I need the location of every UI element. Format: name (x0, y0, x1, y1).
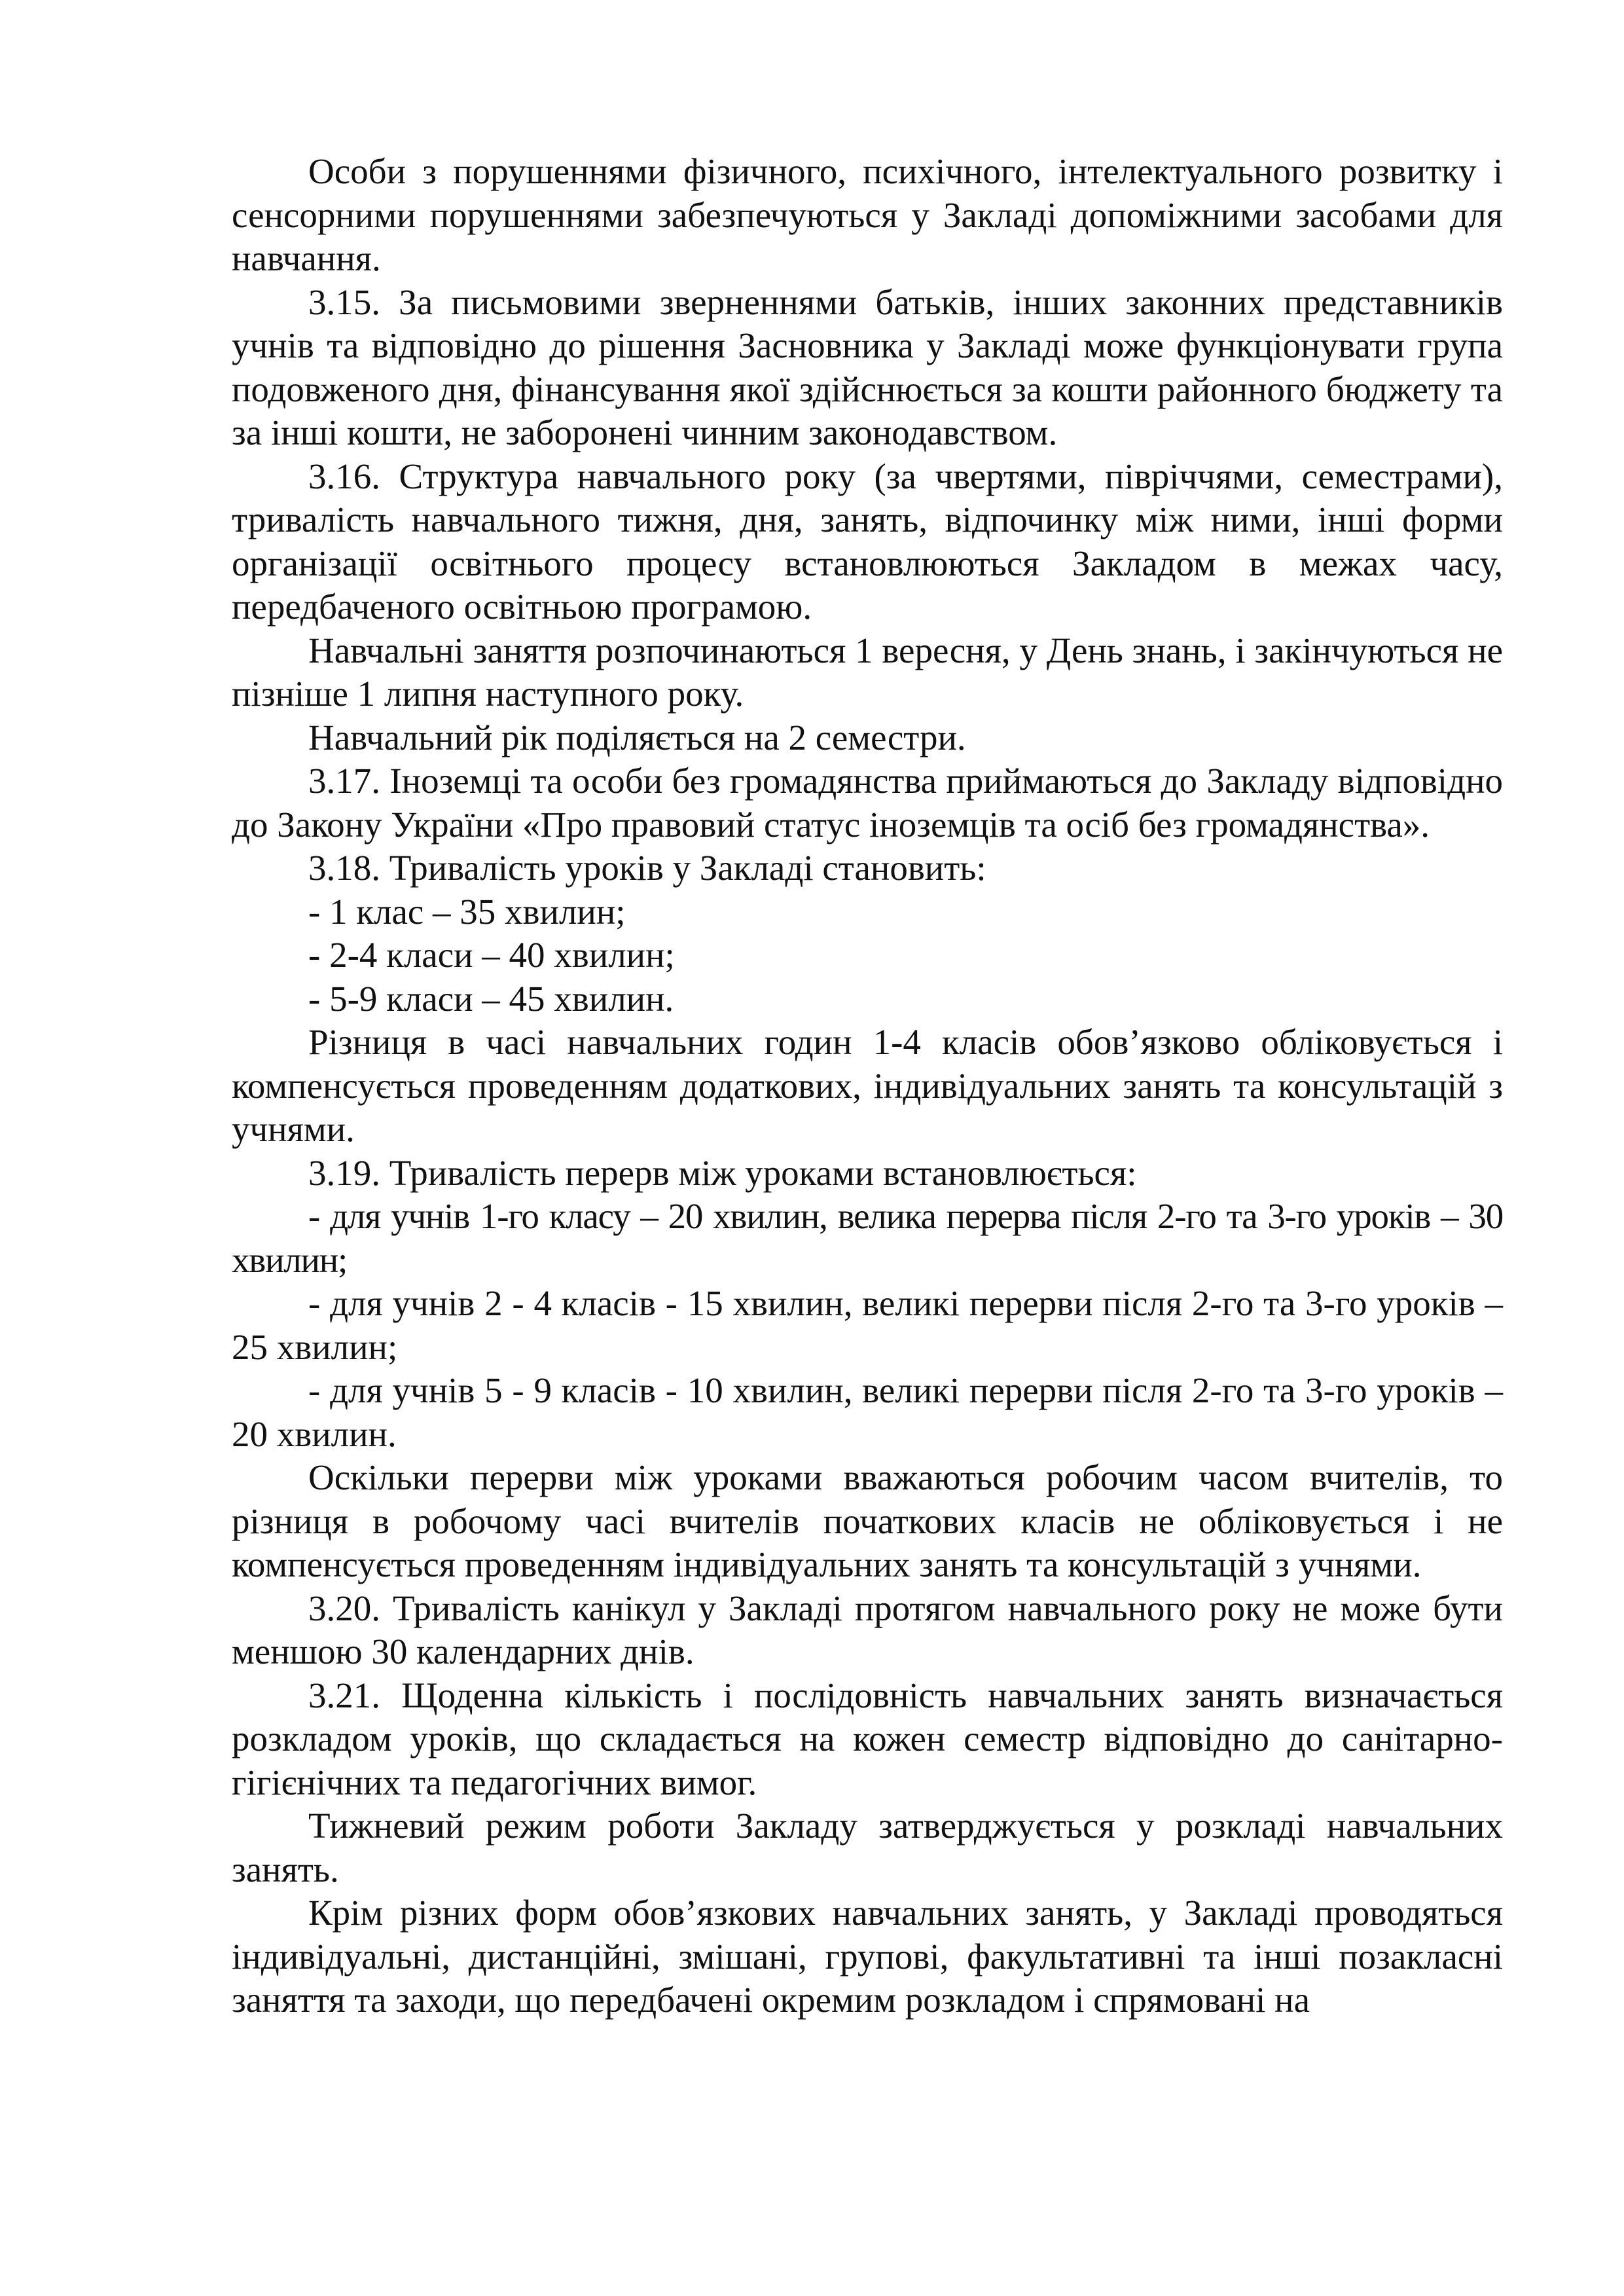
paragraph-hours-difference: Різниця в часі навчальних годин 1-4 класів обов’язково обліковується і компенсується проведенням додаткових, індивідуальних занять та консультацій з учнями. (232, 1022, 1503, 1149)
paragraph-extra-classes: Крім різних форм обов’язкових навчальних занять, у Закладі проводяться індивідуальні, дистанційні, змішані, групові, факультативні та інші позакласні заняття та заходи, що передбачені окремим розкладом і спрямовані на (232, 1893, 1503, 2020)
paragraph-weekly-schedule: Тижневий режим роботи Закладу затверджується у розкладі навчальних занять. (232, 1806, 1503, 1889)
list-item-breaks-grades-5-9: - для учнів 5 - 9 класів - 10 хвилин, великі перерви після 2-го та 3-го уроків – 20 хвилин. (232, 1370, 1503, 1454)
list-item-grades-2-4: - 2-4 класи – 40 хвилин; (308, 935, 675, 975)
document-body (232, 150, 1503, 2022)
list-item-breaks-grades-2-4: - для учнів 2 - 4 класів - 15 хвилин, великі перерви після 2-го та 3-го уроків – 25 хвилин; (232, 1283, 1503, 1367)
list-item-grade-1: - 1 клас – 35 хвилин; (308, 891, 626, 932)
list-item-breaks-grade-1: - для учнів 1-го класу – 20 хвилин, велика перерва після 2-го та 3-го уроків – 30 хвилин; (232, 1196, 1503, 1280)
paragraph-breaks-working-time: Оскільки перерви між уроками вважаються робочим часом вчителів, то різниця в робочому часі вчителів початкових класів не обліковується і не компенсується проведенням індивідуальних занять та консультацій з учнями. (232, 1457, 1503, 1584)
paragraph-3-21: 3.21. Щоденна кількість і послідовність навчальних занять визначається розкладом уроків, що складається на кожен семестр відповідно до санітарно-гігієнічних та педагогічних вимог. (232, 1675, 1503, 1802)
paragraph-3-15: 3.15. За письмовими зверненнями батьків, інших законних представників учнів та відповідно до рішення Засновника у Закладі може функціонувати група подовженого дня, фінансування якої здійснюється за кошти районного бюджету та за інші кошти, не заборонені чинним законодавством. (232, 282, 1503, 452)
paragraph-3-19: 3.19. Тривалість перерв між уроками встановлюється: (308, 1152, 1137, 1193)
paragraph-3-16: 3.16. Структура навчального року (за чвертями, півріччями, семестрами), тривалість навчального тижня, дня, занять, відпочинку між ними, інші форми організації освітнього процесу встановлюються Закладом в межах часу, передбаченого освітньою програмою. (232, 456, 1503, 627)
paragraph-semesters: Навчальний рік поділяється на 2 семестри. (308, 717, 966, 757)
list-item-grades-5-9: - 5-9 класи – 45 хвилин. (308, 978, 674, 1019)
paragraph-3-18: 3.18. Тривалість уроків у Закладі становить: (308, 848, 986, 888)
paragraph-3-17: 3.17. Іноземці та особи без громадянства приймаються до Закладу відповідно до Закону України «Про правовий статус іноземців та осіб без громадянства». (232, 761, 1503, 845)
paragraph-3-20: 3.20. Тривалість канікул у Закладі протягом навчального року не може бути меншою 30 календарних днів. (232, 1588, 1503, 1671)
paragraph-special-needs: Особи з порушеннями фізичного, психічного, інтелектуального розвитку і сенсорними порушеннями забезпечуються у Закладі допоміжними засобами для навчання. (232, 151, 1503, 278)
paragraph-school-year-dates: Навчальні заняття розпочинаються 1 вересня, у День знань, і закінчуються не пізніше 1 липня наступного року. (232, 630, 1503, 714)
